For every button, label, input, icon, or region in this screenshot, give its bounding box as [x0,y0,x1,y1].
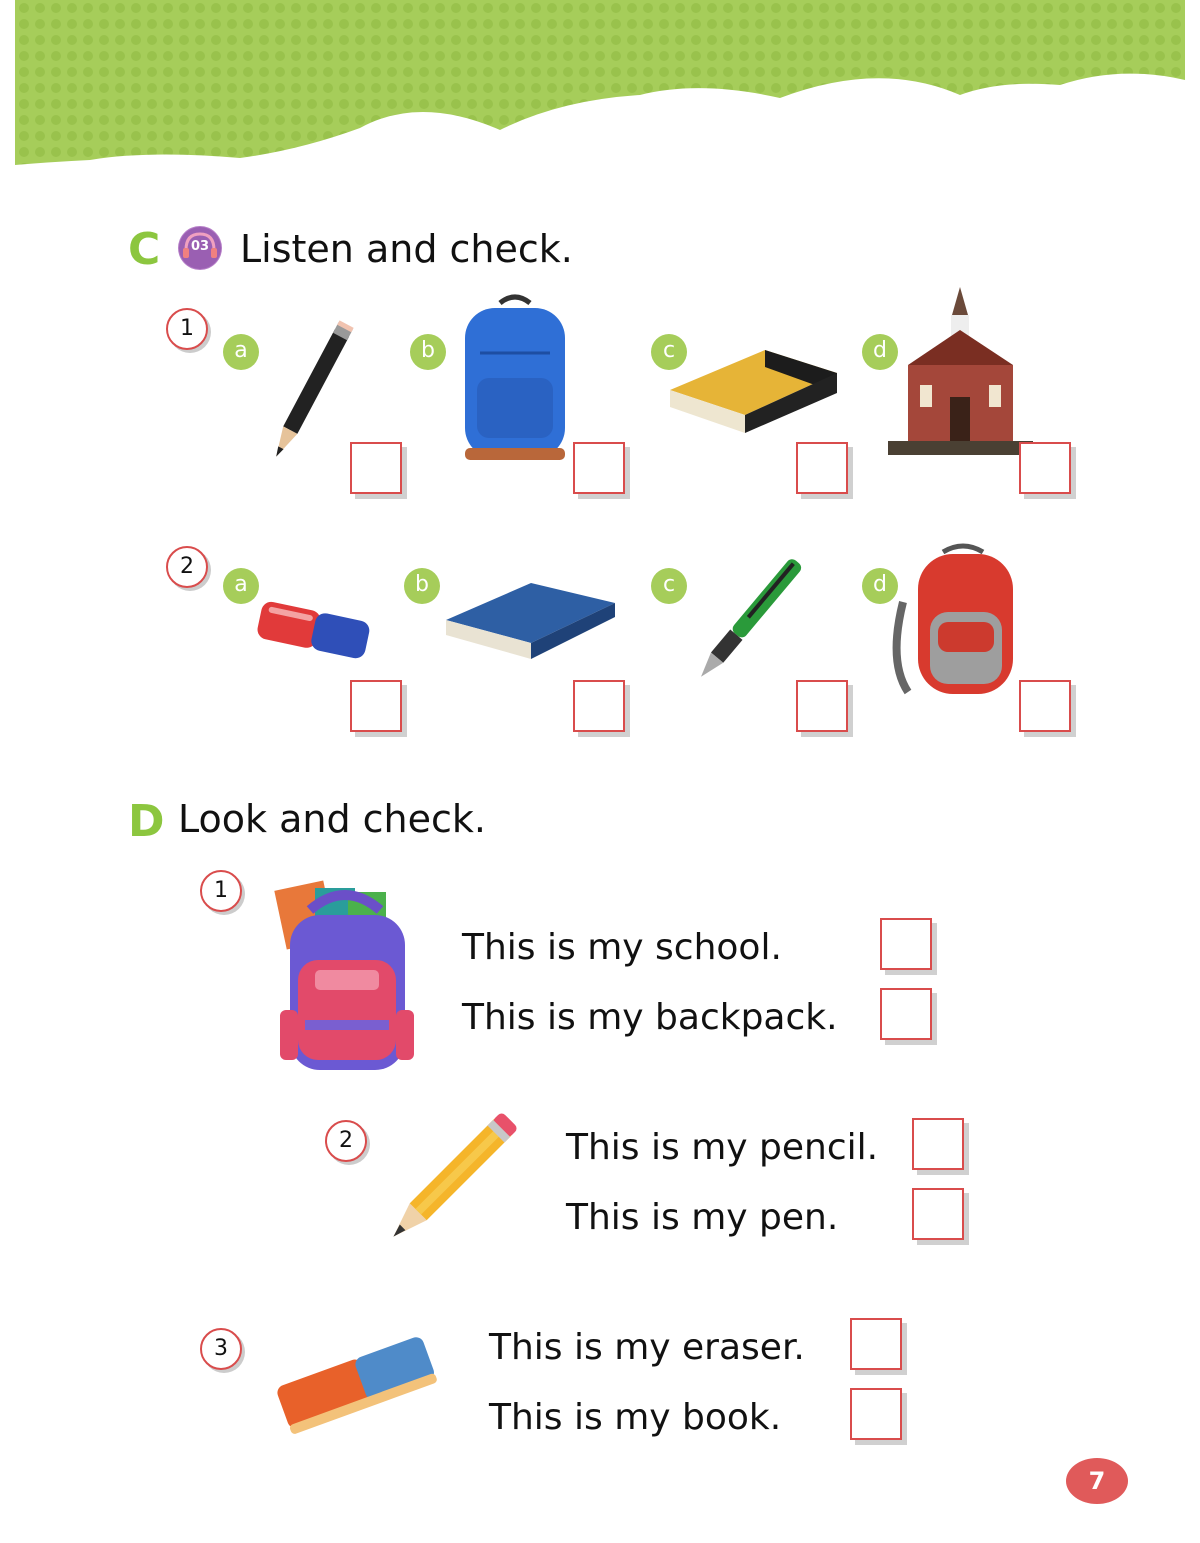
check-box[interactable] [880,918,932,970]
pen-icon [683,545,818,695]
eraser-icon [253,596,373,668]
check-box[interactable] [1019,442,1071,494]
option-letter: d [862,568,898,604]
check-box[interactable] [850,1388,902,1440]
check-box[interactable] [573,680,625,732]
book-icon [443,575,618,665]
row-2-number: 2 [166,546,208,588]
sentence: This is my eraser. [489,1327,805,1368]
school-icon [888,285,1033,457]
section-c-letter: C [128,224,161,275]
sentence: This is my pencil. [566,1127,879,1168]
sentence: This is my backpack. [462,997,838,1038]
page-number: 7 [1066,1458,1128,1504]
section-c-title: Listen and check. [240,227,573,271]
option-letter: c [651,568,687,604]
check-box[interactable] [880,988,932,1040]
audio-track-number: 03 [190,239,210,254]
option-letter: c [651,334,687,370]
section-d-title: Look and check. [178,797,486,841]
check-box[interactable] [850,1318,902,1370]
sentence: This is my pen. [566,1197,839,1238]
option-letter: b [410,334,446,370]
backpack-icon [888,542,1038,702]
option-letter: a [223,334,259,370]
sentence: This is my book. [489,1397,782,1438]
pencil-icon [255,315,365,470]
check-box[interactable] [573,442,625,494]
eraser-icon [266,1322,446,1440]
check-box[interactable] [912,1118,964,1170]
check-box[interactable] [796,680,848,732]
audio-track-icon[interactable] [178,226,222,270]
check-box[interactable] [912,1188,964,1240]
book-icon [665,345,840,437]
option-letter: a [223,568,259,604]
check-box[interactable] [350,442,402,494]
check-box[interactable] [796,442,848,494]
option-letter: b [404,568,440,604]
check-box[interactable] [1019,680,1071,732]
sentence: This is my school. [462,927,782,968]
pencil-icon [360,1095,540,1265]
backpack-icon [270,870,420,1075]
section-d-letter: D [128,796,165,847]
item-1-number: 1 [200,870,242,912]
backpack-icon [455,293,575,463]
header-banner [0,0,1200,180]
item-3-number: 3 [200,1328,242,1370]
option-letter: d [862,334,898,370]
item-2-number: 2 [325,1120,367,1162]
check-box[interactable] [350,680,402,732]
row-1-number: 1 [166,308,208,350]
